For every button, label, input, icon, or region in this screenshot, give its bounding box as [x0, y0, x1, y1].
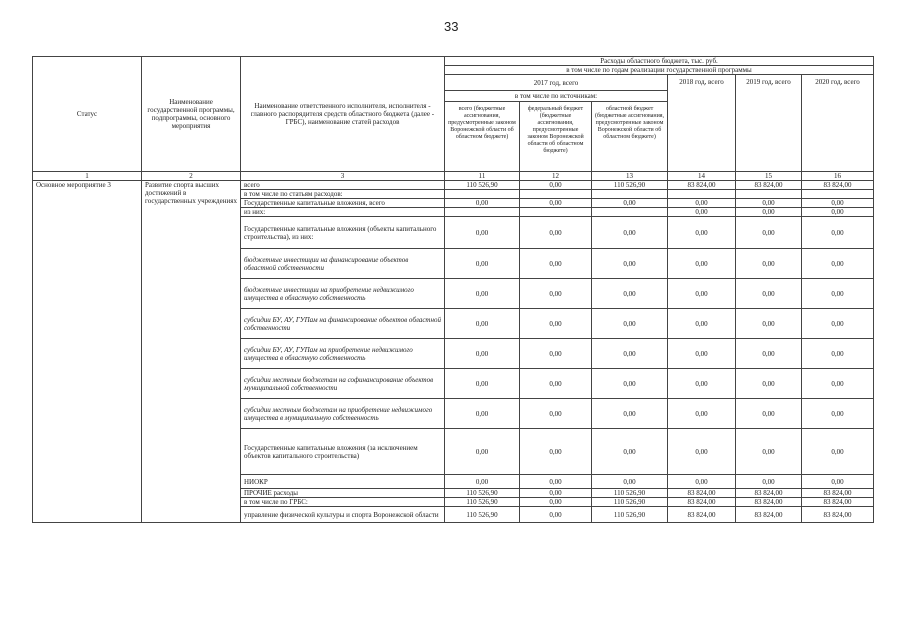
value-cell: 0,00 [668, 217, 736, 249]
value-cell: 0,00 [736, 309, 802, 339]
value-cell: 0,00 [668, 475, 736, 489]
value-cell: 0,00 [520, 309, 592, 339]
value-cell: 83 824,00 [668, 181, 736, 190]
value-cell: 0,00 [668, 369, 736, 399]
value-cell: 0,00 [520, 181, 592, 190]
value-cell: 0,00 [668, 208, 736, 217]
value-cell: 0,00 [592, 339, 668, 369]
col-number: 14 [668, 172, 736, 181]
value-cell: 0,00 [445, 279, 520, 309]
value-cell: 0,00 [520, 199, 592, 208]
header-expenses: Расходы областного бюджета, тыс. руб. [445, 57, 874, 66]
value-cell: 0,00 [668, 199, 736, 208]
row-label: в том числе по статьям расходов: [241, 190, 445, 199]
value-cell: 110 526,90 [592, 498, 668, 507]
value-cell: 110 526,90 [445, 489, 520, 498]
row-label: ПРОЧИЕ расходы [241, 489, 445, 498]
value-cell: 0,00 [668, 249, 736, 279]
value-cell: 0,00 [802, 399, 874, 429]
value-cell: 0,00 [520, 507, 592, 523]
value-cell: 0,00 [736, 208, 802, 217]
col-number: 15 [736, 172, 802, 181]
value-cell: 83 824,00 [802, 498, 874, 507]
value-cell: 0,00 [668, 339, 736, 369]
value-cell: 0,00 [592, 217, 668, 249]
value-cell: 0,00 [592, 309, 668, 339]
value-cell: 0,00 [592, 429, 668, 475]
value-cell: 0,00 [520, 399, 592, 429]
value-cell: 83 824,00 [736, 181, 802, 190]
row-label: Государственные капитальные вложения (объекты капитального строительства), из них: [241, 217, 445, 249]
value-cell: 0,00 [802, 208, 874, 217]
header-src-regional: областной бюджет (бюджетные ассигнования, предусмотренные законом Воронежской области об областном бюджете) [595, 106, 665, 140]
value-cell [736, 190, 802, 199]
value-cell: 0,00 [736, 369, 802, 399]
value-cell: 0,00 [802, 369, 874, 399]
col-number: 3 [241, 172, 445, 181]
row-label: субсидии БУ, АУ, ГУПам на приобретение недвижимого имущества в областную собственность [241, 339, 445, 369]
row-label: НИОКР [241, 475, 445, 489]
value-cell: 83 824,00 [802, 489, 874, 498]
value-cell: 110 526,90 [445, 507, 520, 523]
value-cell [445, 208, 520, 217]
row-label: Государственные капитальные вложения (за исключением объектов капитального строительства) [241, 429, 445, 475]
value-cell: 110 526,90 [592, 489, 668, 498]
budget-table [32, 56, 874, 523]
table-row [33, 181, 874, 190]
value-cell: 0,00 [736, 399, 802, 429]
value-cell: 0,00 [802, 249, 874, 279]
value-cell: 83 824,00 [736, 498, 802, 507]
value-cell: 0,00 [520, 475, 592, 489]
value-cell: 0,00 [592, 199, 668, 208]
value-cell: 110 526,90 [592, 507, 668, 523]
header-2018: 2018 год, всего [668, 75, 736, 172]
value-cell: 0,00 [445, 475, 520, 489]
row-label: бюджетные инвестиции на финансирование объектов областной собственности [241, 249, 445, 279]
value-cell: 0,00 [520, 498, 592, 507]
value-cell: 0,00 [520, 249, 592, 279]
row-label: из них: [241, 208, 445, 217]
value-cell: 0,00 [520, 279, 592, 309]
value-cell [668, 190, 736, 199]
value-cell: 0,00 [592, 475, 668, 489]
value-cell: 0,00 [668, 279, 736, 309]
value-cell: 0,00 [736, 339, 802, 369]
value-cell: 0,00 [520, 217, 592, 249]
value-cell: 0,00 [445, 369, 520, 399]
col-number: 11 [445, 172, 520, 181]
value-cell: 0,00 [445, 309, 520, 339]
status-cell: Основное мероприятие 3 [33, 181, 142, 523]
value-cell: 0,00 [445, 399, 520, 429]
value-cell: 0,00 [802, 475, 874, 489]
value-cell [592, 190, 668, 199]
value-cell [592, 208, 668, 217]
value-cell: 83 824,00 [668, 507, 736, 523]
value-cell: 0,00 [445, 249, 520, 279]
value-cell: 0,00 [736, 217, 802, 249]
header-sources: в том числе по источникам: [445, 91, 667, 102]
value-cell: 83 824,00 [668, 498, 736, 507]
value-cell: 0,00 [802, 279, 874, 309]
value-cell [520, 208, 592, 217]
header-2019: 2019 год, всего [736, 75, 802, 172]
header-src-total: всего (бюджетные ассигнования, предусмотренные законом Воронежской области об областном бюджете) [445, 102, 520, 171]
value-cell [802, 190, 874, 199]
value-cell: 0,00 [736, 249, 802, 279]
value-cell: 83 824,00 [736, 507, 802, 523]
value-cell: 0,00 [802, 339, 874, 369]
value-cell: 0,00 [802, 429, 874, 475]
col-number: 12 [520, 172, 592, 181]
value-cell: 83 824,00 [802, 181, 874, 190]
value-cell: 0,00 [802, 217, 874, 249]
value-cell [445, 190, 520, 199]
value-cell: 0,00 [592, 369, 668, 399]
value-cell: 0,00 [445, 339, 520, 369]
value-cell: 110 526,90 [592, 181, 668, 190]
value-cell: 0,00 [592, 399, 668, 429]
row-label: в том числе по ГРБС: [241, 498, 445, 507]
value-cell: 83 824,00 [736, 489, 802, 498]
value-cell: 0,00 [736, 279, 802, 309]
header-src-federal: федеральный бюджет (бюджетные ассигнования, предусмотренные законом Воронежской области об областном бюджете) [520, 102, 592, 171]
row-label: управление физической культуры и спорта Воронежской области [241, 507, 445, 523]
value-cell: 0,00 [520, 429, 592, 475]
value-cell: 0,00 [520, 369, 592, 399]
row-label: субсидии БУ, АУ, ГУПам на финансирование объектов областной собственности [241, 309, 445, 339]
header-executor: Наименование ответственного исполнителя, исполнителя - главного распорядителя средств областного бюджета (далее - ГРБС), наименование статей расходов [241, 57, 445, 172]
col-number: 2 [142, 172, 241, 181]
value-cell: 0,00 [668, 399, 736, 429]
col-number: 13 [592, 172, 668, 181]
value-cell: 0,00 [445, 217, 520, 249]
value-cell: 83 824,00 [668, 489, 736, 498]
value-cell: 0,00 [668, 309, 736, 339]
value-cell: 0,00 [592, 249, 668, 279]
row-label: бюджетные инвестиции на приобретение недвижимого имущества в областную собственность [241, 279, 445, 309]
page-number: 33 [444, 19, 459, 34]
header-2017: 2017 год, всего [445, 75, 668, 91]
program-cell: Развитие спорта высших достижений в государственных учреждениях [142, 181, 241, 523]
value-cell: 0,00 [520, 339, 592, 369]
value-cell: 0,00 [520, 489, 592, 498]
col-number: 1 [33, 172, 142, 181]
row-label: субсидии местным бюджетам на приобретение недвижимого имущества в муниципальную собственность [241, 399, 445, 429]
col-number: 16 [802, 172, 874, 181]
value-cell: 0,00 [445, 429, 520, 475]
value-cell: 110 526,90 [445, 181, 520, 190]
row-label: Государственные капитальные вложения, всего [241, 199, 445, 208]
value-cell: 0,00 [445, 199, 520, 208]
value-cell: 0,00 [592, 279, 668, 309]
value-cell: 0,00 [802, 199, 874, 208]
value-cell: 0,00 [668, 429, 736, 475]
value-cell [520, 190, 592, 199]
header-by-years: в том числе по годам реализации государственной программы [445, 66, 874, 75]
row-label: всего [241, 181, 445, 190]
header-program: Наименование государственной программы, подпрограммы, основного мероприятия [142, 57, 241, 172]
value-cell: 0,00 [736, 199, 802, 208]
row-label: субсидии местным бюджетам на софинансирование объектов муниципальной собственности [241, 369, 445, 399]
header-sources-cell [445, 91, 668, 172]
value-cell: 83 824,00 [802, 507, 874, 523]
value-cell: 0,00 [736, 429, 802, 475]
value-cell: 110 526,90 [445, 498, 520, 507]
value-cell: 0,00 [736, 475, 802, 489]
header-status: Статус [33, 57, 142, 172]
header-2020: 2020 год, всего [802, 75, 874, 172]
value-cell: 0,00 [802, 309, 874, 339]
